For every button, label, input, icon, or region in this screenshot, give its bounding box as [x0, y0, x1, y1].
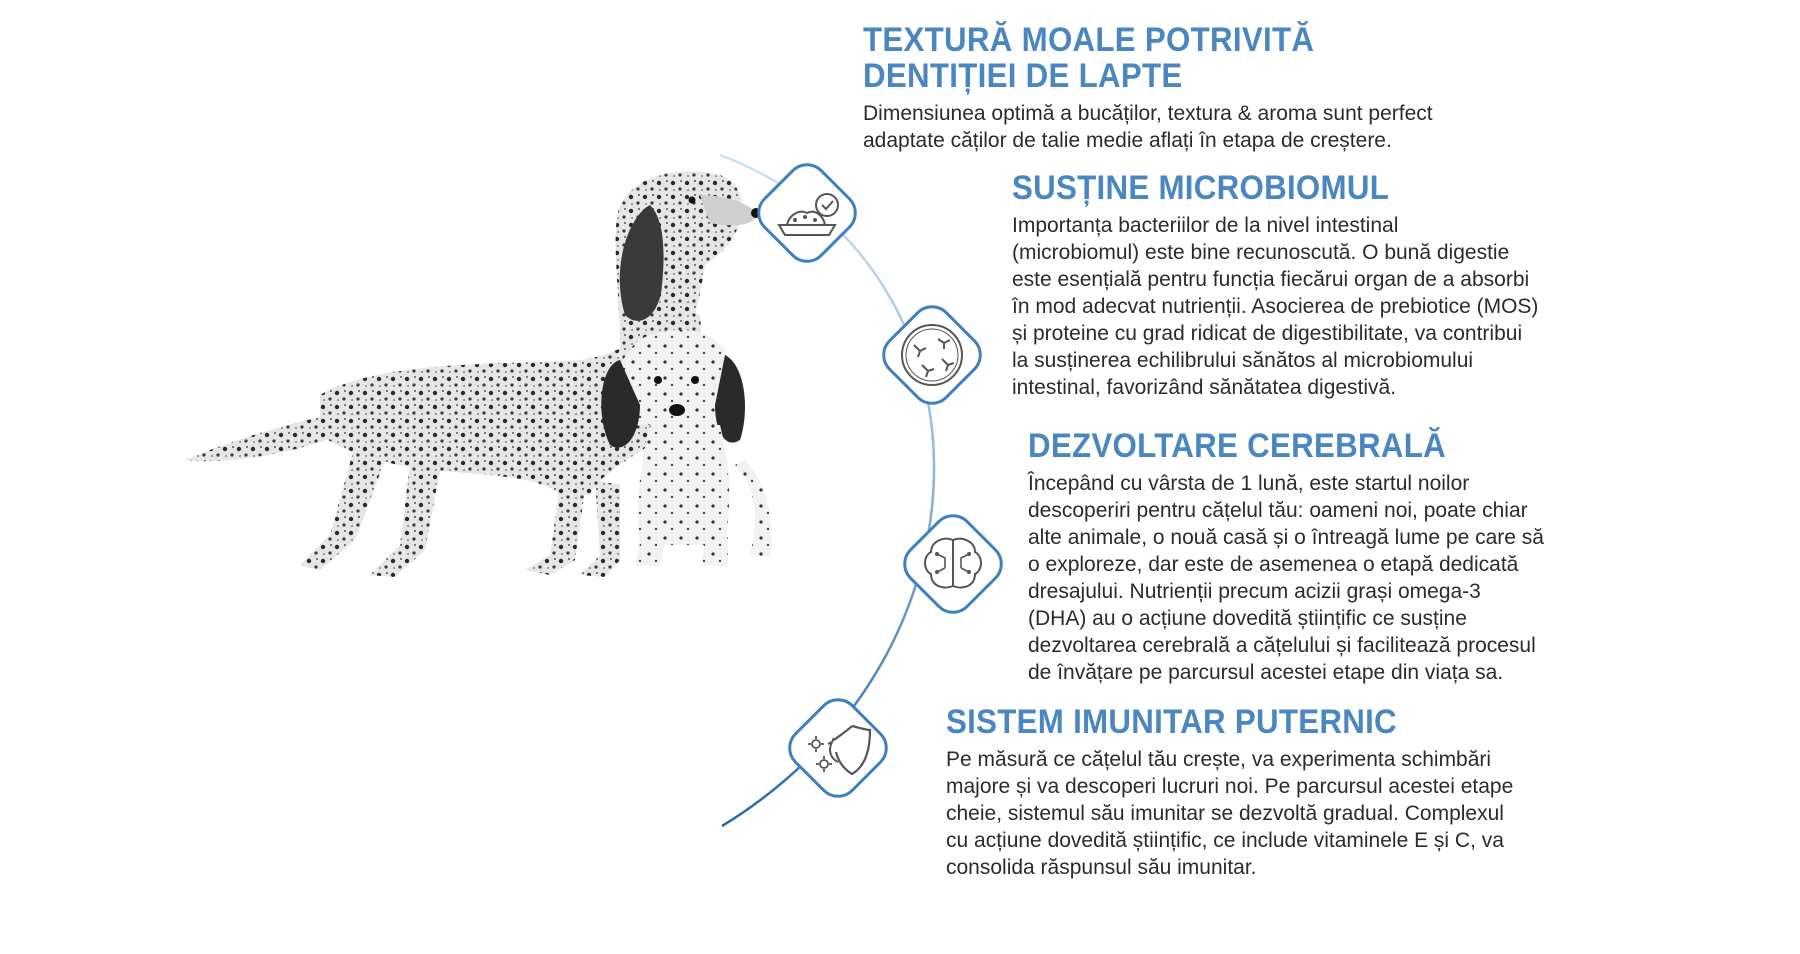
feature-description: Dimensiunea optimă a bucăților, textura & aroma sunt perfect adaptate căților de talie medie aflați în etapa de creștere. — [863, 102, 1433, 152]
food-bowl-check-icon — [737, 143, 877, 283]
feature-title: SISTEM IMUNITAR PUTERNIC — [946, 703, 1397, 741]
feature-title: DEZVOLTARE CEREBRALĂ — [1028, 427, 1446, 465]
brain-badge — [883, 494, 1023, 634]
feature-title: SUSȚINE MICROBIOMUL — [1012, 169, 1390, 207]
feature-soft-texture — [863, 22, 1433, 154]
microbiome-badge — [862, 285, 1002, 425]
feature-description: Începând cu vârsta de 1 lună, este startul noilor descoperiri pentru cățelul tău: oameni noi, poate chiar alte animale, o nouă casă și o întreagă lume pe care să o exploreze, dar este de asemenea o etapă dedicată dresajului. Nutrienții precum acizii grași omega-3 (DHA) au o acțiune dovedită științific ce susține dezvoltarea cerebrală a cățelului și facilitează procesul de învățare pe parcursul acestei etape din viața sa. — [1028, 472, 1544, 684]
feature-description: Pe măsură ce cățelul tău crește, va experimenta schimbări majore și va descoperi lucruri noi. Pe parcursul acestei etape cheie, sistemul său imunitar se dezvoltă gradual. Complexul cu acțiune dovedită științific, ce include vitaminele E și C, va consolida răspunsul său imunitar. — [946, 748, 1514, 879]
feature-description: Importanța bacteriilor de la nivel intestinal (microbiomul) este bine recunoscută. O bună digestie este esențială pentru funcția fiecărui organ de a absorbi în mod adecvat nutrienții. Asocierea de prebiotice (MOS) și proteine cu grad ridicat de digestibilitate, va contribui la susținerea echilibrului sănătos al microbiomului intestinal, favorizând sănătatea digestivă. — [1012, 214, 1539, 399]
immune-badge — [768, 678, 908, 818]
feature-immune-system — [946, 704, 1513, 881]
microbiome-icon — [862, 285, 1002, 425]
feature-brain-development — [1028, 428, 1544, 686]
food-bowl-badge — [737, 143, 877, 283]
immune-shield-icon — [768, 678, 908, 818]
feature-microbiome — [1012, 170, 1538, 401]
brain-icon — [883, 494, 1023, 634]
feature-title: TEXTURĂ MOALE POTRIVITĂ DENTIȚIEI DE LAPTE — [863, 21, 1315, 95]
